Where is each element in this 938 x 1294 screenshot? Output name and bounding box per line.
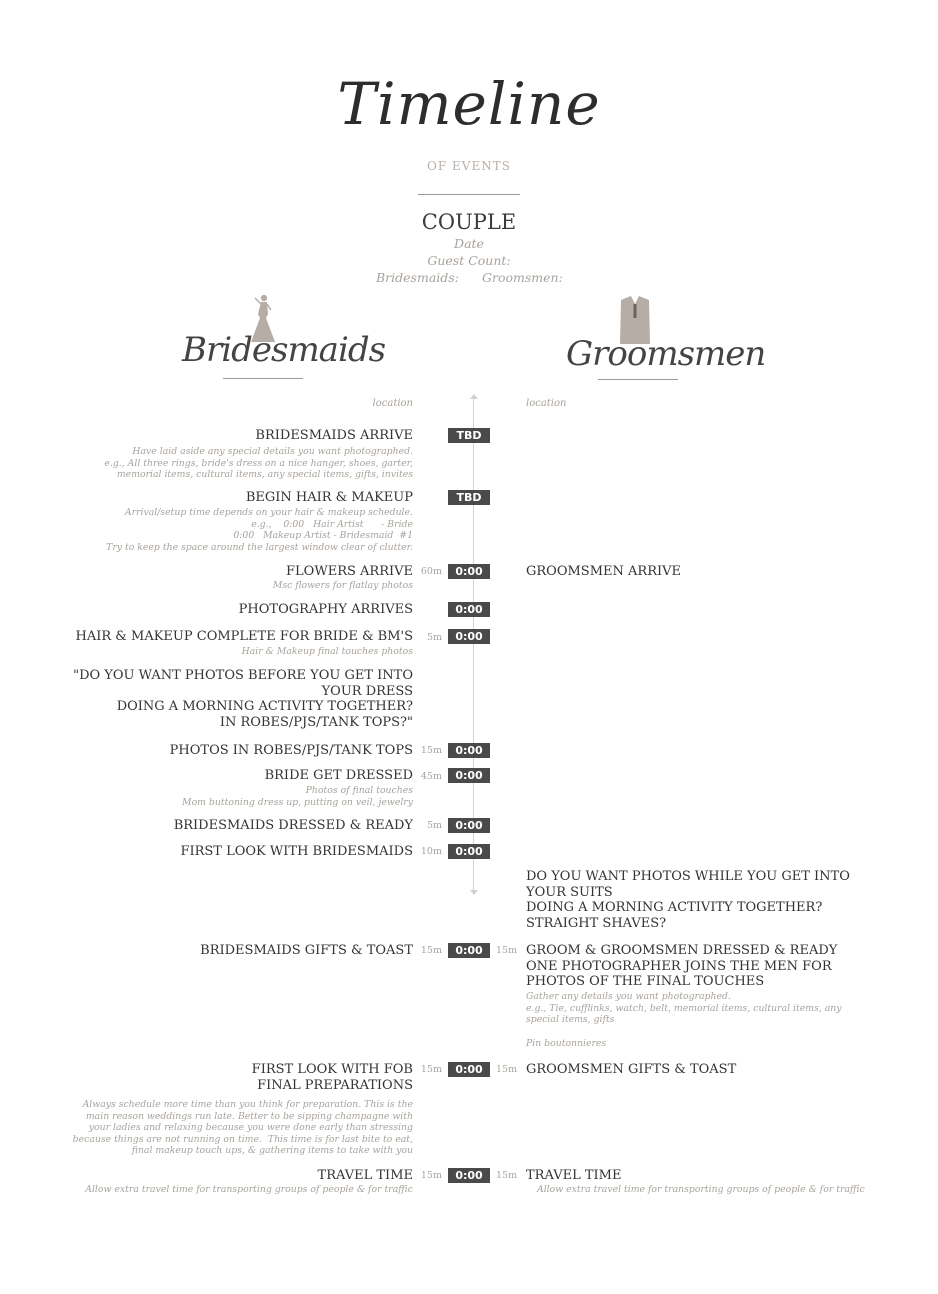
bridesmaids-underline bbox=[223, 378, 303, 379]
event-title: BRIDESMAIDS GIFTS & TOAST bbox=[200, 943, 413, 958]
event-note: Photos of final touches Mom buttoning dress up, putting on veil, jewelry bbox=[182, 785, 413, 808]
duration-left: 60m bbox=[420, 566, 442, 577]
event-note: Arrival/setup time depends on your hair & makeup schedule. e.g., 0:00 Hair Artist - Bride 0:00 Makeup Artist - Bridesmaid #1 Try to keep the space around the largest window clear of clutter. bbox=[106, 507, 413, 553]
groomsmen-event-title: TRAVEL TIME bbox=[526, 1168, 622, 1183]
time-pill: 0:00 bbox=[448, 602, 490, 617]
event-note: Always schedule more time than you think for preparation. This is the main reason weddings run late. Better to be sipping champagne with your ladies and relaxing because you were done early than stressing because things are not running on time. This time is for last bite to eat, final makeup touch ups, & gathering items to take with you bbox=[72, 1099, 413, 1156]
groomsmen-event-title: GROOMSMEN ARRIVE bbox=[526, 564, 681, 579]
time-pill: 0:00 bbox=[448, 629, 490, 644]
duration-left: 15m bbox=[420, 745, 442, 756]
event-title: PHOTOGRAPHY ARRIVES bbox=[238, 602, 413, 617]
duration-left: 5m bbox=[426, 632, 442, 643]
time-pill: 0:00 bbox=[448, 564, 490, 579]
groom-question: DO YOU WANT PHOTOS WHILE YOU GET INTO YOUR SUITS DOING A MORNING ACTIVITY TOGETHER? STRAIGHT SHAVES? bbox=[526, 869, 850, 931]
time-pill: 0:00 bbox=[448, 818, 490, 833]
event-title: TRAVEL TIME bbox=[317, 1168, 413, 1183]
event-title: FIRST LOOK WITH FOB FINAL PREPARATIONS bbox=[251, 1062, 413, 1093]
time-pill: 0:00 bbox=[448, 1168, 490, 1183]
date-label: Date bbox=[454, 236, 484, 251]
time-pill: 0:00 bbox=[448, 743, 490, 758]
guest-count-label: Guest Count: bbox=[427, 253, 511, 268]
couple-name: COUPLE bbox=[421, 210, 517, 234]
duration-left: 45m bbox=[420, 771, 442, 782]
duration-right: 15m bbox=[496, 945, 518, 956]
bridesmaids-location: location bbox=[372, 398, 413, 409]
event-note: Hair & Makeup final touches photos bbox=[241, 646, 413, 657]
time-pill: TBD bbox=[448, 490, 490, 505]
event-note: Have laid aside any special details you want photographed. e.g., All three rings, bride's dress on a nice hanger, shoes, garter, memorial items, cultural items, any special items, gifts, invites bbox=[104, 446, 413, 480]
groomsmen-event-note: Pin boutonnieres bbox=[526, 1038, 607, 1049]
groomsmen-count-label: Groomsmen: bbox=[482, 270, 563, 285]
time-pill: TBD bbox=[448, 428, 490, 443]
duration-left: 15m bbox=[420, 1170, 442, 1181]
duration-left: 15m bbox=[420, 1064, 442, 1075]
event-title: BEGIN HAIR & MAKEUP bbox=[245, 490, 413, 505]
groomsmen-event-title: GROOMSMEN GIFTS & TOAST bbox=[526, 1062, 737, 1077]
duration-left: 10m bbox=[420, 846, 442, 857]
bridesmaids-section-title: Bridesmaids bbox=[182, 330, 386, 370]
divider bbox=[418, 194, 520, 195]
event-title: BRIDESMAIDS ARRIVE bbox=[255, 428, 413, 443]
groomsmen-event-note: Allow extra travel time for transporting groups of people & for traffic bbox=[537, 1184, 865, 1195]
duration-left: 15m bbox=[420, 945, 442, 956]
event-note: Msc flowers for flatlay photos bbox=[272, 580, 413, 591]
groomsmen-event-note: Gather any details you want photographed. e.g., Tie, cufflinks, watch, belt, memorial items, cultural items, any special items, gifts bbox=[526, 991, 842, 1025]
bridesmaids-count-label: Bridesmaids: bbox=[376, 270, 459, 285]
time-pill: 0:00 bbox=[448, 943, 490, 958]
time-pill: 0:00 bbox=[448, 768, 490, 783]
timeline-title: Timeline bbox=[337, 70, 601, 138]
duration-right: 15m bbox=[496, 1064, 518, 1075]
time-pill: 0:00 bbox=[448, 1062, 490, 1077]
duration-left: 5m bbox=[426, 820, 442, 831]
event-title: FIRST LOOK WITH BRIDESMAIDS bbox=[180, 844, 413, 859]
groomsmen-location: location bbox=[526, 398, 567, 409]
event-title: BRIDE GET DRESSED bbox=[264, 768, 413, 783]
event-title: BRIDESMAIDS DRESSED & READY bbox=[173, 818, 413, 833]
time-pill: 0:00 bbox=[448, 844, 490, 859]
event-title: HAIR & MAKEUP COMPLETE FOR BRIDE & BM'S bbox=[75, 629, 413, 644]
duration-right: 15m bbox=[496, 1170, 518, 1181]
axis-arrow-down-icon bbox=[470, 890, 478, 895]
groomsmen-event-title: GROOM & GROOMSMEN DRESSED & READY ONE PHOTOGRAPHER JOINS THE MEN FOR PHOTOS OF THE FINAL TOUCHES bbox=[526, 943, 838, 989]
subtitle: OF EVENTS bbox=[427, 159, 511, 173]
bride-question: "DO YOU WANT PHOTOS BEFORE YOU GET INTO YOUR DRESS DOING A MORNING ACTIVITY TOGETHER? IN ROBES/PJS/TANK TOPS?" bbox=[73, 668, 413, 730]
event-title: FLOWERS ARRIVE bbox=[286, 564, 413, 579]
event-note: Allow extra travel time for transporting groups of people & for traffic bbox=[85, 1184, 413, 1195]
groomsmen-section-title: Groomsmen bbox=[566, 334, 766, 374]
groomsmen-underline bbox=[598, 379, 678, 380]
event-title: PHOTOS IN ROBES/PJS/TANK TOPS bbox=[169, 743, 413, 758]
axis-arrow-up-icon bbox=[470, 394, 478, 399]
